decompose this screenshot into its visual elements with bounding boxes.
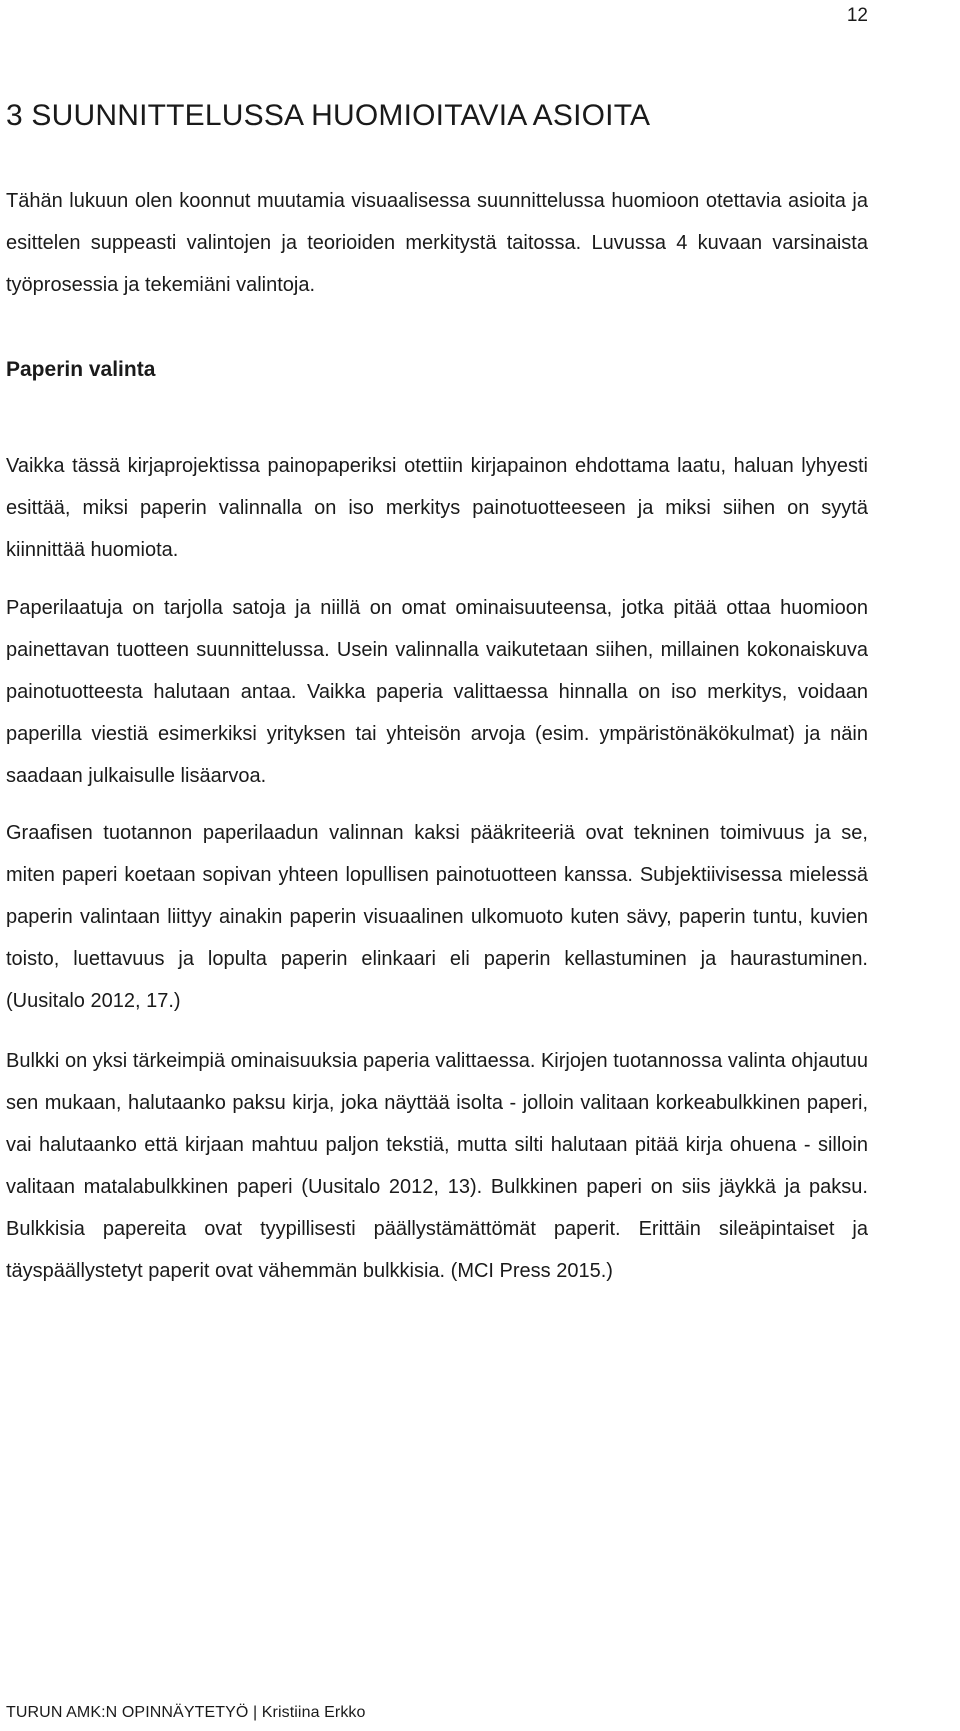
- page-footer: TURUN AMK:N OPINNÄYTETYÖ | Kristiina Erkko: [6, 1704, 366, 1721]
- document-body: [6, 96, 868, 1292]
- page-number: 12: [846, 5, 868, 26]
- body-paragraph: Bulkki on yksi tärkeimpiä ominaisuuksia paperia valittaessa. Kirjojen tuotannossa valinta ohjautuu sen mukaan, halutaanko paksu kirja, joka näyttää isolta - jolloin valitaan korkeabulkkinen paperi, vai halutaanko että kirjaan mahtuu paljon tekstiä, mutta silti halutaan pitää kirja ohuena - silloin valitaan matalabulkkinen paperi (Uusitalo 2012, 13). Bulkkinen paperi on siis jäykkä ja paksu. Bulkkisia papereita ovat tyypillisesti päällystämättömät paperit. Erittäin sileäpintaiset ja täyspäällystetyt paperit ovat vähemmän bulkkisia. (MCI Press 2015.): [6, 1050, 868, 1282]
- body-paragraph: Paperilaatuja on tarjolla satoja ja niillä on omat ominaisuuteensa, jotka pitää ottaa huomioon painettavan tuotteen suunnittelussa. Usein valinnalla vaikutetaan siihen, millainen kokonaiskuva painotuotteesta halutaan antaa. Vaikka paperia valittaessa hinnalla on iso merkitys, voidaan paperilla viestiä esimerkiksi yrityksen tai yhteisön arvoja (esim. ympäristönäkökulmat) ja näin saadaan julkaisulle lisäarvoa.: [6, 597, 868, 787]
- body-paragraph: Graafisen tuotannon paperilaadun valinnan kaksi pääkriteeriä ovat tekninen toimivuus ja se, miten paperi koetaan sopivan yhteen lopullisen painotuotteen kanssa. Subjektiivisessa mielessä paperin valintaan liittyy ainakin paperin visuaalinen ulkomuoto kuten sävy, paperin tuntu, kuvien toisto, luettavuus ja lopulta paperin elinkaari eli paperin kellastuminen ja haurastuminen. (Uusitalo 2012, 17.): [6, 822, 868, 1012]
- intro-paragraph: Tähän lukuun olen koonnut muutamia visuaalisessa suunnittelussa huomioon otettavia asioita ja esittelen suppeasti valintojen ja teorioiden merkitystä taitossa. Luvussa 4 kuvaan varsinaista työprosessia ja tekemiäni valintoja.: [6, 190, 868, 296]
- chapter-title: 3 SUUNNITTELUSSA HUOMIOITAVIA ASIOITA: [6, 99, 651, 132]
- section-heading: Paperin valinta: [6, 358, 156, 381]
- body-paragraph: Vaikka tässä kirjaprojektissa painopaperiksi otettiin kirjapainon ehdottama laatu, haluan lyhyesti esittää, miksi paperin valinnalla on iso merkitys painotuotteeseen ja miksi siihen on syytä kiinnittää huomiota.: [6, 455, 868, 561]
